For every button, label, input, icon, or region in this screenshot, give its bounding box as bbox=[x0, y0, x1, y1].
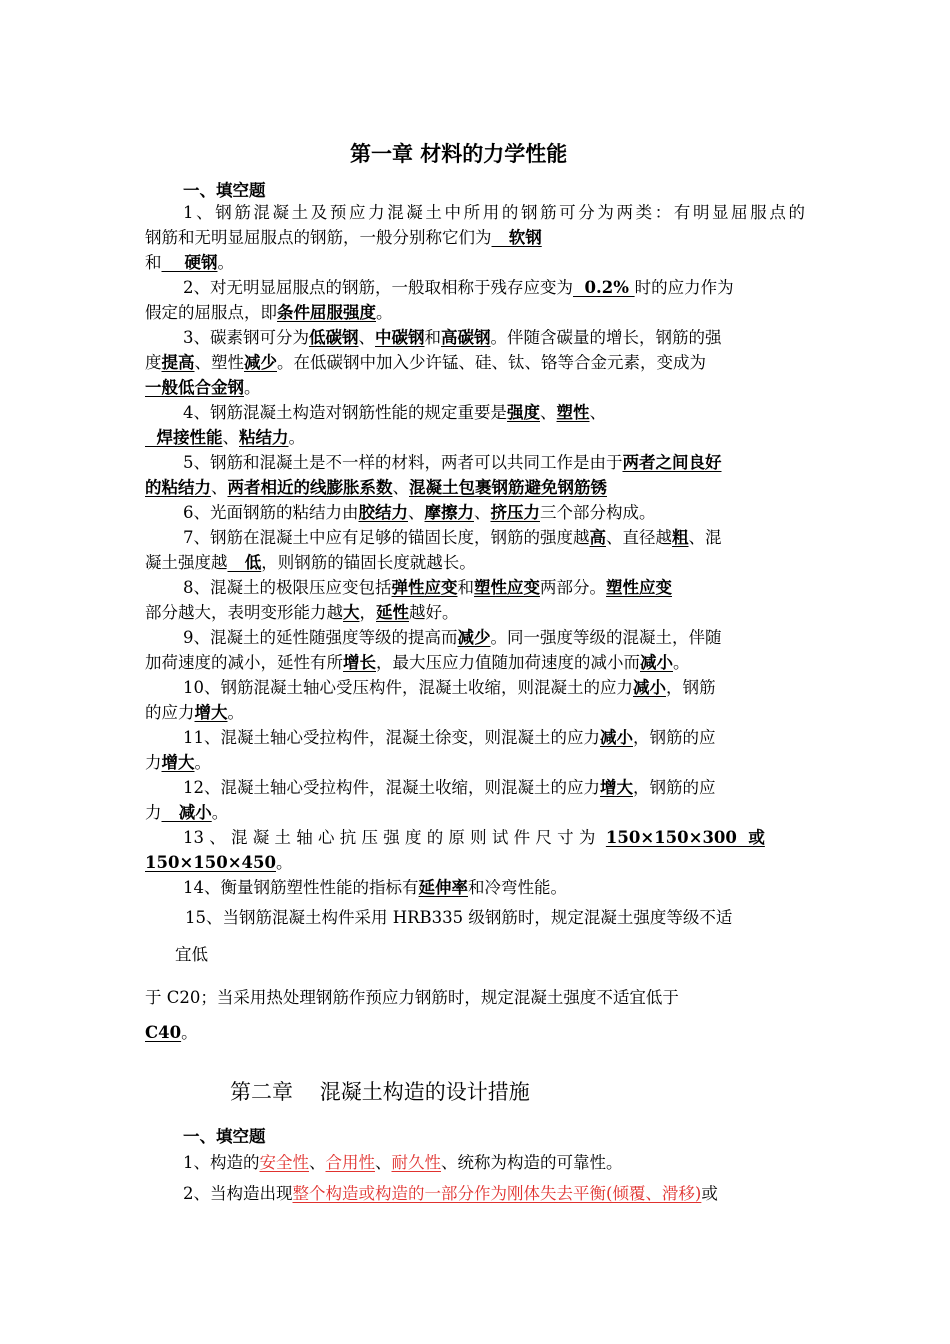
answer: 摩擦力 bbox=[424, 503, 474, 522]
chapter2-title: 第二章 混凝土构造的设计措施 bbox=[230, 1080, 530, 1104]
text-segment: 7、钢筋在混凝土中应有足够的锚固长度，钢筋的强度越 bbox=[183, 528, 590, 547]
text-segment: 凝土强度越 bbox=[145, 553, 228, 572]
q15-line2 bbox=[175, 942, 208, 967]
answer: 减小 bbox=[640, 653, 673, 672]
q1-line3 bbox=[145, 250, 234, 275]
text-segment: 2、当构造出现 bbox=[183, 1184, 293, 1203]
ch2-q1-line1 bbox=[183, 1150, 623, 1175]
answer: 塑性应变 bbox=[606, 578, 672, 597]
answer: 高 bbox=[589, 528, 606, 547]
text-segment: 。 bbox=[288, 428, 305, 447]
text-segment: 、塑性 bbox=[194, 353, 244, 372]
answer-red: 整个构造或构造的一部分作为刚体失去平衡(倾覆、滑移) bbox=[292, 1184, 702, 1203]
chapter2-section-heading: 一、填空题 bbox=[183, 1127, 266, 1146]
text-segment: 4、钢筋混凝土构造对钢筋性能的规定重要是 bbox=[183, 403, 507, 422]
text-segment: 。 bbox=[211, 803, 229, 822]
text-segment: 6、光面钢筋的粘结力由 bbox=[183, 503, 359, 522]
text-segment: 、 bbox=[375, 1153, 392, 1172]
answer: 混凝土包裹钢筋避免钢筋锈 bbox=[409, 478, 607, 497]
text-segment: 、 bbox=[474, 503, 491, 522]
answer-red: 安全性 bbox=[259, 1153, 309, 1172]
answer: 减少 bbox=[244, 353, 277, 372]
text-segment: 两部分。 bbox=[540, 578, 606, 597]
q9-line2 bbox=[145, 650, 690, 675]
answer: 两者之间良好 bbox=[622, 453, 722, 472]
answer: 0.2% bbox=[573, 278, 635, 297]
text-segment: 12、混凝土轴心受拉构件，混凝土收缩，则混凝土的应力 bbox=[183, 778, 600, 797]
text-segment: 。 bbox=[227, 703, 244, 722]
q1-line1 bbox=[183, 200, 805, 225]
text-segment: 、直径越 bbox=[606, 528, 672, 547]
text-segment: 。 bbox=[217, 253, 234, 272]
answer: 高碳钢 bbox=[441, 328, 491, 347]
text-segment: ，最大压应力值随加荷速度的减小而 bbox=[376, 653, 640, 672]
q15-line3 bbox=[145, 985, 679, 1010]
chapter1-title: 第一章 材料的力学性能 bbox=[350, 142, 568, 166]
answer: 塑性 bbox=[556, 403, 590, 422]
answer: 低 bbox=[227, 553, 262, 572]
q14-line1 bbox=[183, 875, 567, 900]
text-segment: 、 bbox=[589, 403, 606, 422]
text-segment: 、 bbox=[540, 403, 557, 422]
q10-line1 bbox=[183, 675, 716, 700]
answer: 减小 bbox=[633, 678, 666, 697]
text-segment: 、混 bbox=[688, 528, 722, 547]
text-segment: 。伴随含碳量的增长，钢筋的强 bbox=[490, 328, 722, 347]
q5-line1 bbox=[183, 450, 722, 475]
text-segment: 钢筋和无明显屈服点的钢筋，一般分别称它们为 bbox=[145, 228, 492, 247]
answer: 延性 bbox=[376, 603, 409, 622]
text-segment: 、 bbox=[358, 328, 375, 347]
answer: 两者相近的线膨胀系数 bbox=[227, 478, 393, 497]
text-segment: 。 bbox=[181, 1023, 198, 1042]
answer: 条件屈服强度 bbox=[277, 303, 376, 322]
text-segment: 1、钢筋混凝土及预应力混凝土中所用的钢筋可分为两类：有明显屈服点的 bbox=[183, 203, 805, 222]
text-segment: 和 bbox=[457, 578, 474, 597]
text-segment: 5、钢筋和混凝土是不一样的材料，两者可以共同工作是由于 bbox=[183, 453, 623, 472]
q4-line1 bbox=[183, 400, 606, 425]
text-segment: ，钢筋 bbox=[666, 678, 716, 697]
q3-line2 bbox=[145, 350, 706, 375]
text-segment: 、 bbox=[222, 428, 239, 447]
text-segment: 、 bbox=[392, 478, 409, 497]
text-segment: 或 bbox=[701, 1184, 718, 1203]
answer: 胶结力 bbox=[358, 503, 408, 522]
text-segment: 、统称为构造的可靠性。 bbox=[441, 1153, 623, 1172]
chapter1-section-heading: 一、填空题 bbox=[183, 181, 266, 200]
text-segment: 度 bbox=[145, 353, 162, 372]
text-segment: 。 bbox=[275, 853, 293, 872]
answer: 增大 bbox=[161, 753, 195, 772]
answer: 粘结力 bbox=[239, 428, 289, 447]
text-segment: 10、钢筋混凝土轴心受压构件，混凝土收缩，则混凝土的应力 bbox=[183, 678, 633, 697]
q7-line2 bbox=[145, 550, 476, 575]
answer: 减小 bbox=[161, 803, 212, 822]
text-segment: 3、碳素钢可分为 bbox=[183, 328, 309, 347]
q6-line1 bbox=[183, 500, 656, 525]
answer: 低碳钢 bbox=[309, 328, 359, 347]
text-segment: 8、混凝土的极限压应变包括 bbox=[183, 578, 392, 597]
q8-line2 bbox=[145, 600, 459, 625]
answer: 的粘结力 bbox=[145, 478, 211, 497]
q1-line2 bbox=[145, 225, 542, 250]
text-segment: 于 C20；当采用热处理钢筋作预应力钢筋时，规定混凝土强度不适宜低于 bbox=[145, 988, 679, 1007]
text-segment: 力 bbox=[145, 803, 162, 822]
text-segment: 。 bbox=[673, 653, 690, 672]
answer: 硬钢 bbox=[161, 253, 218, 272]
answer: 中碳钢 bbox=[375, 328, 425, 347]
answer: 软钢 bbox=[491, 228, 542, 247]
answer: 150×150×300 或 bbox=[605, 828, 765, 847]
text-segment: 、 bbox=[408, 503, 425, 522]
text-segment: 和 bbox=[424, 328, 441, 347]
q2-line2 bbox=[145, 300, 393, 325]
q12-line2 bbox=[145, 800, 228, 825]
text-segment: 时的应力作为 bbox=[634, 278, 734, 297]
text-segment: 的应力 bbox=[145, 703, 195, 722]
answer: 提高 bbox=[161, 353, 195, 372]
q9-line1 bbox=[183, 625, 722, 650]
text-segment: 1、构造的 bbox=[183, 1153, 260, 1172]
answer: 延伸率 bbox=[418, 878, 468, 897]
q13-line1 bbox=[183, 825, 765, 850]
answer: 强度 bbox=[507, 403, 540, 422]
answer: 大 bbox=[343, 603, 360, 622]
answer: 焊接性能 bbox=[145, 428, 223, 447]
text-segment: 、 bbox=[211, 478, 228, 497]
answer: 减小 bbox=[600, 728, 633, 747]
text-segment: 。在低碳钢中加入少许锰、硅、钛、铬等合金元素，变成为 bbox=[277, 353, 706, 372]
answer-red: 耐久性 bbox=[391, 1153, 441, 1172]
text-segment: 力 bbox=[145, 753, 162, 772]
answer: 增大 bbox=[194, 703, 228, 722]
text-segment: 加荷速度的减小，延性有所 bbox=[145, 653, 343, 672]
text-segment: ，则钢筋的锚固长度就越长。 bbox=[261, 553, 476, 572]
text-segment: 2、对无明显屈服点的钢筋，一般取相称于残存应变为 bbox=[183, 278, 573, 297]
q7-line1 bbox=[183, 525, 722, 550]
text-segment: 。 bbox=[376, 303, 393, 322]
answer: 减少 bbox=[457, 628, 491, 647]
text-segment: 、 bbox=[309, 1153, 326, 1172]
text-segment: 13 、 混 凝 土 轴 心 抗 压 强 度 的 原 则 试 件 尺 寸 为 bbox=[183, 828, 596, 847]
q13-line2 bbox=[145, 850, 292, 875]
text-segment: 和冷弯性能。 bbox=[468, 878, 567, 897]
text-segment: 宜低 bbox=[175, 945, 208, 964]
text-segment: 三个部分构成。 bbox=[540, 503, 656, 522]
q12-line1 bbox=[183, 775, 716, 800]
text-segment: ， bbox=[359, 603, 376, 622]
q4-line2 bbox=[145, 425, 305, 450]
q8-line1 bbox=[183, 575, 672, 600]
answer: 增大 bbox=[600, 778, 633, 797]
q3-line3 bbox=[145, 375, 261, 400]
answer: 弹性应变 bbox=[391, 578, 458, 597]
text-segment: 11、混凝土轴心受拉构件，混凝土徐变，则混凝土的应力 bbox=[183, 728, 600, 747]
q15-line4 bbox=[145, 1020, 198, 1045]
text-segment: 9、混凝土的延性随强度等级的提高而 bbox=[183, 628, 458, 647]
text-segment: 部分越大，表明变形能力越 bbox=[145, 603, 343, 622]
text-segment: 假定的屈服点，即 bbox=[145, 303, 277, 322]
text-segment: 。同一强度等级的混凝土，伴随 bbox=[490, 628, 722, 647]
answer: 塑性应变 bbox=[474, 578, 540, 597]
answer: 一般低合金钢 bbox=[145, 378, 244, 397]
answer-red: 合用性 bbox=[325, 1153, 375, 1172]
q11-line2 bbox=[145, 750, 211, 775]
q3-line1 bbox=[183, 325, 722, 350]
text-segment: 。 bbox=[194, 753, 211, 772]
answer: 挤压力 bbox=[490, 503, 540, 522]
q11-line1 bbox=[183, 725, 716, 750]
q2-line1 bbox=[183, 275, 734, 300]
answer: 增长 bbox=[343, 653, 376, 672]
answer: 150×150×450 bbox=[145, 853, 276, 872]
text-segment: 越好。 bbox=[409, 603, 459, 622]
text-segment: ，钢筋的应 bbox=[633, 728, 716, 747]
answer: 粗 bbox=[672, 528, 689, 547]
text-segment: 14、衡量钢筋塑性性能的指标有 bbox=[183, 878, 419, 897]
text-segment: 和 bbox=[145, 253, 162, 272]
q15-line1 bbox=[185, 905, 732, 930]
text-segment: ，钢筋的应 bbox=[633, 778, 716, 797]
text-segment: 。 bbox=[244, 378, 261, 397]
ch2-q2-line1 bbox=[183, 1181, 718, 1206]
q10-line2 bbox=[145, 700, 244, 725]
text-segment: 15、当钢筋混凝土构件采用 HRB335 级钢筋时，规定混凝土强度等级不适 bbox=[185, 908, 733, 927]
answer: C40 bbox=[145, 1023, 182, 1042]
q5-line2 bbox=[145, 475, 607, 500]
